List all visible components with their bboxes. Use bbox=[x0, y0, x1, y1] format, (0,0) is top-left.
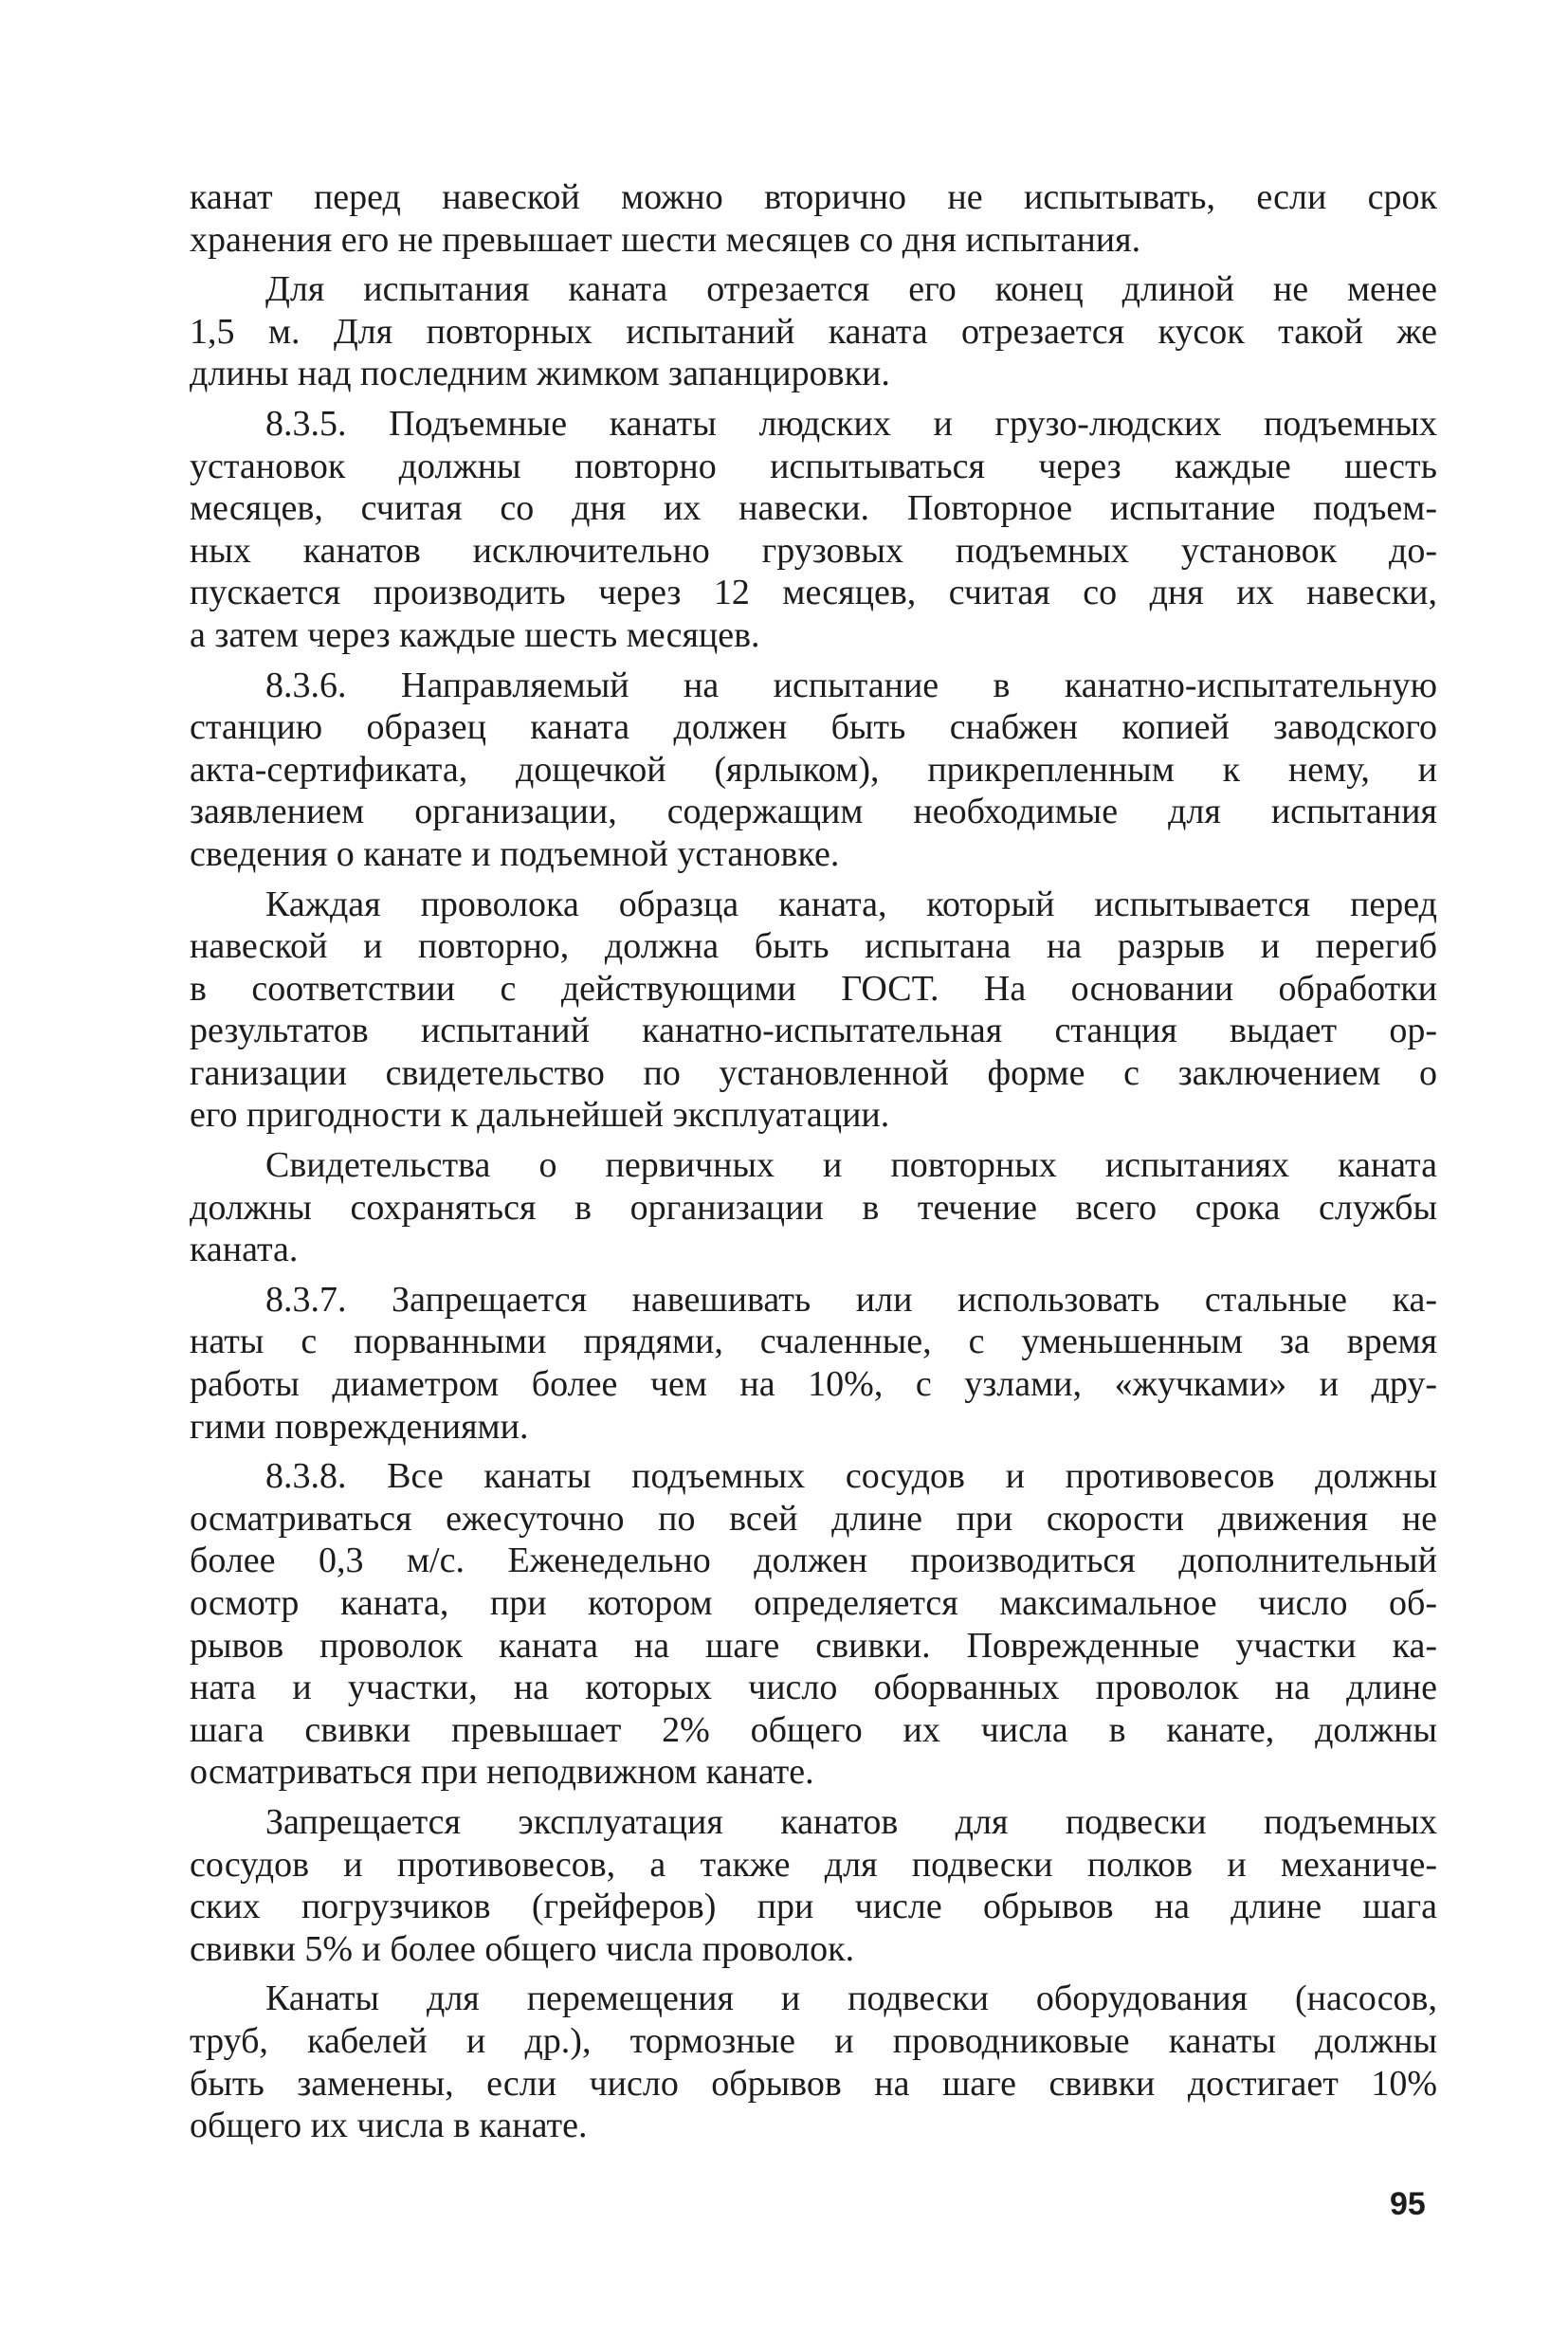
text-line: Каждая проволока образца каната, который испытывается перед bbox=[265, 884, 1437, 924]
page-number: 95 bbox=[1390, 2186, 1426, 2222]
text-line: должны сохраняться в организации в течение всего срока службы bbox=[190, 1187, 1437, 1228]
text-line: результатов испытаний канатно-испытательная станция выдает ор- bbox=[190, 1011, 1437, 1051]
paragraph-wire-tests bbox=[190, 884, 1437, 1138]
text-line: пускается производить через 12 месяцев, считая со дня их навески, bbox=[190, 573, 1437, 613]
text-line: Канаты для перемещения и подвески оборудования (насосов, bbox=[265, 1978, 1437, 2019]
text-line: заявлением организации, содержащим необходимые для испытания bbox=[190, 792, 1437, 832]
paragraph-replace bbox=[190, 1978, 1437, 2146]
text-line: Запрещается эксплуатация канатов для подвески подъемных bbox=[265, 1801, 1437, 1842]
text-line: 8.3.8. Все канаты подъемных сосудов и противовесов должны bbox=[265, 1456, 1437, 1497]
text-line: установок должны повторно испытываться через каждые шесть bbox=[190, 446, 1437, 486]
text-line: более 0,3 м/с. Еженедельно должен производиться дополнительный bbox=[190, 1541, 1437, 1581]
text-line: навеской и повторно, должна быть испытана на разрыв и перегиб bbox=[190, 926, 1437, 967]
text-line: 8.3.6. Направляемый на испытание в канатно-испытательную bbox=[265, 665, 1437, 705]
text-line: шага свивки превышает 2% общего их числа в канате, должны bbox=[190, 1709, 1437, 1750]
text-line: общего их числа в канате. bbox=[190, 2106, 588, 2146]
text-line: ната и участки, на которых число оборванных проволок на длине bbox=[190, 1668, 1437, 1708]
text-line: станцию образец каната должен быть снабжен копией заводского bbox=[190, 707, 1437, 748]
text-line: месяцев, считая со дня их навески. Повторное испытание подъем- bbox=[190, 488, 1437, 529]
text-line: сосудов и противовесов, а также для подвески полков и механиче- bbox=[190, 1844, 1437, 1885]
text-line: в соответствии с действующими ГОСТ. На основании обработки bbox=[190, 968, 1437, 1009]
text-line: ных канатов исключительно грузовых подъемных установок до- bbox=[190, 530, 1437, 571]
text-line: рывов проволок каната на шаге свивки. Поврежденные участки ка- bbox=[190, 1625, 1437, 1666]
text-line: гими повреждениями. bbox=[190, 1406, 529, 1447]
text-line: хранения его не превышает шести месяцев со дня испытания. bbox=[190, 219, 1141, 260]
paragraph-sample-cut bbox=[190, 268, 1437, 395]
paragraph-continuation bbox=[190, 176, 1437, 261]
paragraph-certificates bbox=[190, 1144, 1437, 1271]
text-line: длины над последним жимком запанцировки. bbox=[190, 354, 890, 394]
text-line: быть заменены, если число обрывов на шаге свивки достигает 10% bbox=[190, 2063, 1437, 2104]
text-line: ских погрузчиков (грейферов) при числе обрывов на длине шага bbox=[190, 1887, 1437, 1927]
text-line: свивки 5% и более общего числа проволок. bbox=[190, 1928, 855, 1969]
body-text bbox=[190, 176, 1437, 2155]
text-line: сведения о канате и подъемной установке. bbox=[190, 833, 840, 874]
text-line: 1,5 м. Для повторных испытаний каната отрезается кусок такой же bbox=[190, 311, 1437, 352]
text-line: 8.3.5. Подъемные канаты людских и грузо-людских подъемных bbox=[265, 403, 1437, 444]
text-line: его пригодности к дальнейшей эксплуатации. bbox=[190, 1095, 890, 1136]
text-line: каната. bbox=[190, 1230, 299, 1270]
text-line: осматриваться ежесуточно по всей длине при скорости движения не bbox=[190, 1498, 1437, 1539]
paragraph-8-3-6 bbox=[190, 665, 1437, 876]
text-line: труб, кабелей и др.), тормозные и проводниковые канаты должны bbox=[190, 2020, 1437, 2061]
text-line: Для испытания каната отрезается его конец длиной не менее bbox=[265, 269, 1437, 310]
text-line: 8.3.7. Запрещается навешивать или использовать стальные ка- bbox=[265, 1279, 1437, 1320]
paragraph-8-3-8 bbox=[190, 1455, 1437, 1794]
text-line: канат перед навеской можно вторично не испытывать, если срок bbox=[190, 177, 1437, 217]
text-line: работы диаметром более чем на 10%, с узлами, «жучками» и дру- bbox=[190, 1364, 1437, 1405]
paragraph-8-3-7 bbox=[190, 1279, 1437, 1448]
text-line: наты с порванными прядями, счаленные, с уменьшенным за время bbox=[190, 1322, 1437, 1362]
text-line: Свидетельства о первичных и повторных испытаниях каната bbox=[265, 1145, 1437, 1186]
text-line: а затем через каждые шесть месяцев. bbox=[190, 614, 760, 655]
paragraph-8-3-5 bbox=[190, 403, 1437, 657]
text-line: осмотр каната, при котором определяется максимальное число об- bbox=[190, 1583, 1437, 1623]
paragraph-prohibited bbox=[190, 1801, 1437, 1970]
text-line: осматриваться при неподвижном канате. bbox=[190, 1752, 814, 1793]
text-line: ганизации свидетельство по установленной форме с заключением о bbox=[190, 1052, 1437, 1093]
text-line: акта-сертификата, дощечкой (ярлыком), прикрепленным к нему, и bbox=[190, 749, 1437, 790]
